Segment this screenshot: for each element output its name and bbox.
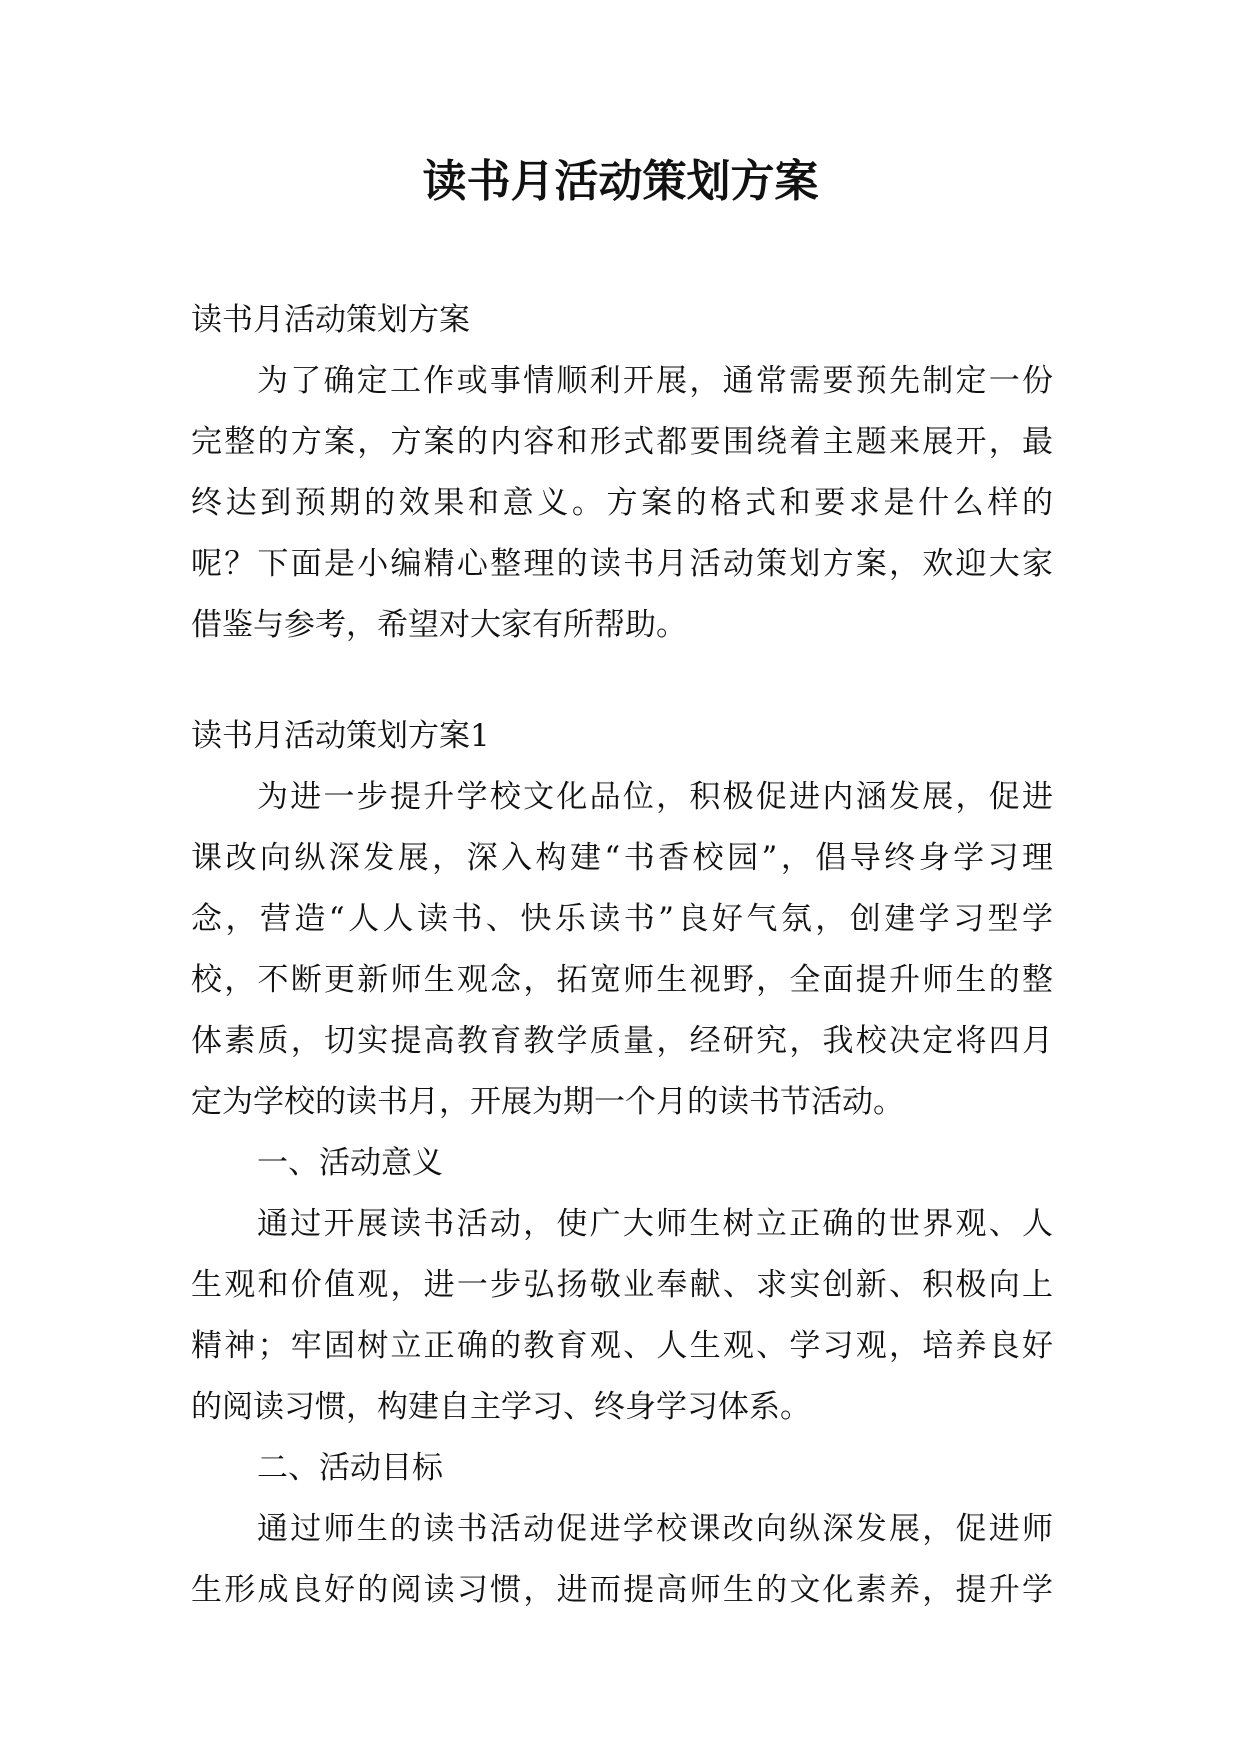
document-title: 读书月活动策划方案 bbox=[422, 156, 819, 207]
plan1-line: 念，营造“人人读书、快乐读书”良好气氛，创建学习型学 bbox=[191, 901, 1053, 937]
intro-line: 借鉴与参考，希望对大家有所帮助。 bbox=[191, 607, 687, 643]
plan1-paragraph bbox=[191, 767, 1053, 1133]
section1-paragraph bbox=[191, 1194, 1053, 1438]
plan1-line: 课改向纵深发展，深入构建“书香校园”，倡导终身学习理 bbox=[191, 840, 1053, 876]
intro-line: 为了确定工作或事情顺利开展，通常需要预先制定一份 bbox=[257, 363, 1053, 399]
document-body bbox=[191, 290, 1053, 1621]
section2-line: 生形成良好的阅读习惯，进而提高师生的文化素养，提升学 bbox=[191, 1572, 1053, 1608]
plan1-line: 定为学校的读书月，开展为期一个月的读书节活动。 bbox=[191, 1084, 904, 1120]
intro-line: 终达到预期的效果和意义。方案的格式和要求是什么样的 bbox=[191, 485, 1053, 521]
plan1-line: 校，不断更新师生观念，拓宽师生视野，全面提升师生的整 bbox=[191, 962, 1053, 998]
section1-line: 生观和价值观，进一步弘扬敬业奉献、求实创新、积极向上 bbox=[191, 1267, 1053, 1303]
intro-line: 完整的方案，方案的内容和形式都要围绕着主题来展开，最 bbox=[191, 424, 1053, 460]
section1-heading: 一、活动意义 bbox=[257, 1145, 443, 1181]
section1-line: 通过开展读书活动，使广大师生树立正确的世界观、人 bbox=[257, 1206, 1053, 1242]
intro-paragraph bbox=[191, 351, 1053, 656]
plan1-line: 为进一步提升学校文化品位，积极促进内涵发展，促进 bbox=[257, 779, 1053, 815]
intro-heading: 读书月活动策划方案 bbox=[191, 302, 470, 338]
section2-paragraph bbox=[191, 1499, 1053, 1621]
intro-line: 呢？下面是小编精心整理的读书月活动策划方案，欢迎大家 bbox=[191, 546, 1053, 582]
section-gap bbox=[191, 656, 1053, 706]
section2-line: 通过师生的读书活动促进学校课改向纵深发展，促进师 bbox=[257, 1511, 1053, 1547]
section1-line: 的阅读习惯，构建自主学习、终身学习体系。 bbox=[191, 1389, 811, 1425]
section2-heading: 二、活动目标 bbox=[257, 1450, 443, 1486]
section1-line: 精神；牢固树立正确的教育观、人生观、学习观，培养良好 bbox=[191, 1328, 1053, 1364]
plan1-line: 体素质，切实提高教育教学质量，经研究，我校决定将四月 bbox=[191, 1023, 1053, 1059]
plan1-heading: 读书月活动策划方案1 bbox=[191, 718, 490, 754]
